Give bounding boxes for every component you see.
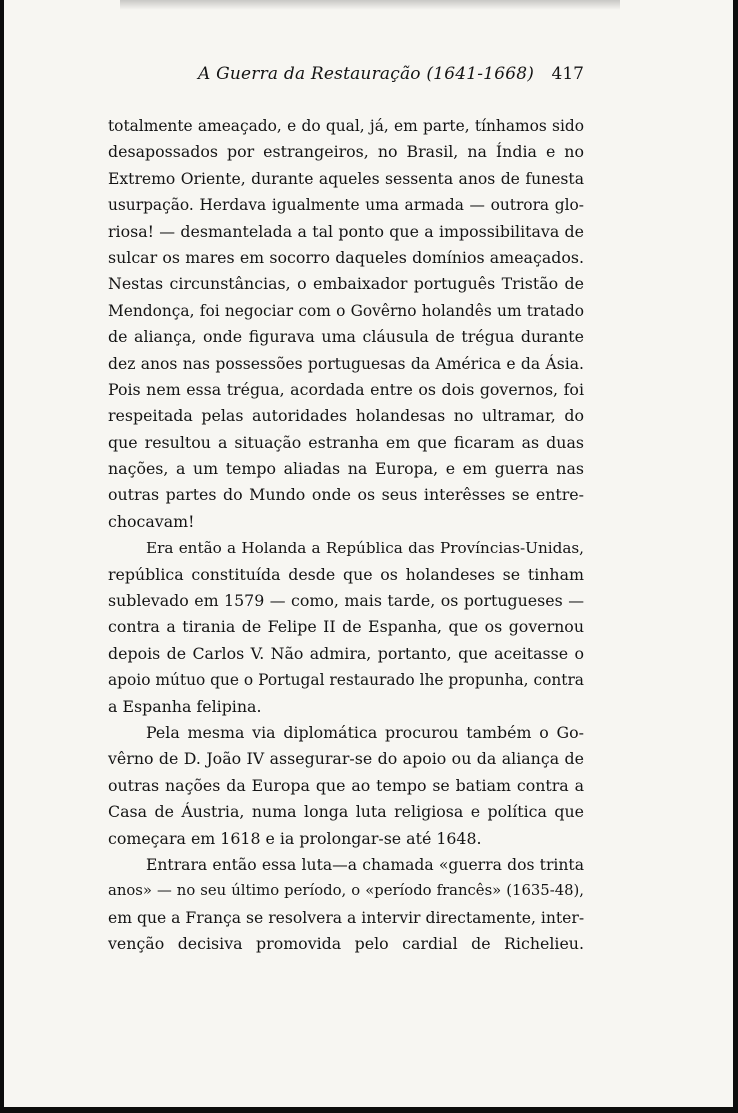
- text-line: que resultou a situação estranha em que ficaram as duas: [108, 432, 584, 452]
- text-line: Extremo Oriente, durante aqueles sessenta anos de funesta: [108, 169, 584, 188]
- text-line: Nestas circunstâncias, o embaixador português Tristão de: [108, 274, 584, 294]
- text-line: contra a tirania de Felipe II de Espanha, que os governou: [108, 617, 584, 637]
- text-line: desapossados por estrangeiros, no Brasil, na Índia e no: [108, 142, 584, 162]
- text-line: respeitada pelas autoridades holandesas no ultramar, do: [108, 406, 584, 426]
- body-text: [108, 113, 584, 958]
- page-header: [108, 64, 584, 92]
- text-line: dez anos nas possessões portuguesas da América e da Ásia.: [108, 354, 584, 373]
- text-line: em que a França se resolvera a intervir directamente, inter-: [108, 908, 585, 927]
- text-line: Pela mesma via diplomática procurou também o Go-: [146, 722, 584, 742]
- text-line: Entrara então essa luta—a chamada «guerra dos trinta: [146, 855, 584, 874]
- text-line: depois de Carlos V. Não admira, portanto, que aceitasse o: [108, 643, 584, 663]
- text-line: vêrno de D. João IV assegurar-se do apoio ou da aliança de: [108, 749, 584, 769]
- text-line: sulcar os mares em socorro daqueles domínios ameaçados.: [108, 247, 584, 267]
- scan-smudge: [120, 0, 620, 10]
- text-line: outras partes do Mundo onde os seus interêsses se entre-: [108, 485, 584, 505]
- scan-border-bottom: [0, 1107, 738, 1113]
- scan-border-right: [733, 0, 738, 1113]
- scan-border-left: [0, 0, 4, 1113]
- text-line: de aliança, onde figurava uma cláusula de trégua durante: [108, 327, 584, 347]
- text-line: anos» — no seu último período, o «período francês» (1635-48),: [108, 882, 584, 900]
- text-line: sublevado em 1579 — como, mais tarde, os portugueses —: [108, 591, 584, 611]
- text-line: Mendonça, foi negociar com o Govêrno holandês um tratado: [108, 301, 584, 320]
- text-line: apoio mútuo que o Portugal restaurado lhe propunha, contra: [108, 671, 584, 690]
- text-line: Pois nem essa trégua, acordada entre os dois governos, foi: [108, 379, 584, 399]
- text-line: Casa de Áustria, numa longa luta religiosa e política que: [108, 802, 584, 822]
- text-line: riosa! — desmantelada a tal ponto que a impossibilitava de: [108, 221, 584, 241]
- text-line: totalmente ameaçado, e do qual, já, em parte, tínhamos sido: [108, 117, 584, 135]
- page-number: 417: [551, 64, 584, 84]
- text-line: nações, a um tempo aliadas na Europa, e em guerra nas: [108, 459, 584, 479]
- running-title: A Guerra da Restauração (1641-1668): [198, 64, 535, 84]
- text-line: Era então a Holanda a República das Províncias-Unidas,: [146, 539, 584, 558]
- text-line: a Espanha felipina.: [108, 696, 262, 716]
- text-line: chocavam!: [108, 511, 195, 531]
- text-line: usurpação. Herdava igualmente uma armada — outrora glo-: [108, 196, 584, 215]
- text-line: começara em 1618 e ia prolongar-se até 1648.: [108, 828, 482, 848]
- text-line: república constituída desde que os holandeses se tinham: [108, 564, 584, 584]
- text-line: venção decisiva promovida pelo cardial de Richelieu.: [108, 934, 584, 954]
- text-line: outras nações da Europa que ao tempo se batiam contra a: [108, 775, 584, 795]
